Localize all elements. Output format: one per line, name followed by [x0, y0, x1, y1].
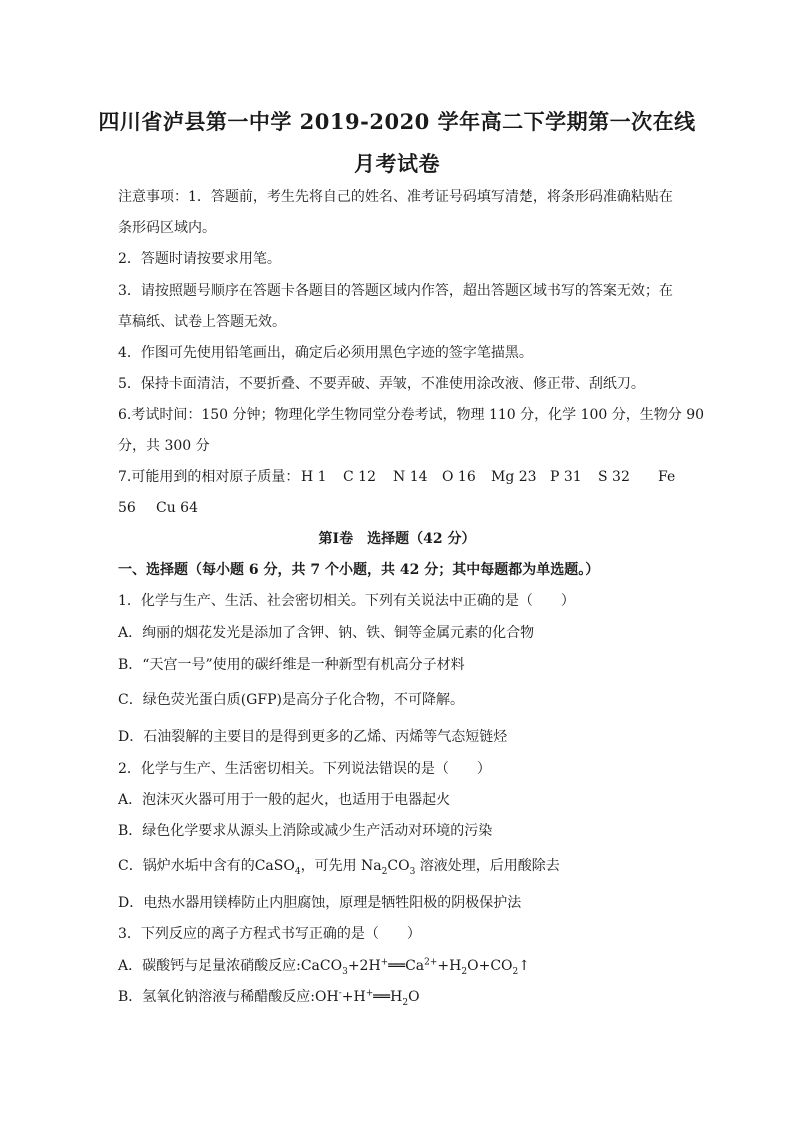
q3a-sup-2: 2+ [424, 957, 438, 968]
q3b-text-4: O [408, 989, 420, 1005]
formula-na2co3-sub2: 3 [409, 866, 416, 877]
q2c-text-1: C．锅炉水垢中含有的 [118, 858, 255, 874]
document-title-line-1: 四川省泸县第一中学 2019-2020 学年高二下学期第一次在线 [98, 109, 696, 134]
q3a-sup-1: + [380, 957, 389, 968]
section-instruction: 一、选择题（每小题 6 分，共 7 个小题，共 42 分；其中每题都为单选题。） [118, 562, 600, 578]
note-1-line-1: 注意事项：1．答题前，考生先将自己的姓名、准考证号码填写清楚，将条形码准确粘贴在 [118, 189, 673, 205]
q3b-sub-1: 2 [402, 997, 409, 1008]
atomic-mass-p: P 31 [550, 469, 582, 485]
atomic-mass-fe: Fe [658, 469, 676, 485]
question-2-option-d: D．电热水器用镁棒防止内胆腐蚀，原理是牺牲阳极的阴极保护法 [118, 895, 522, 911]
atomic-mass-fe-value: 56 [118, 500, 136, 516]
question-2-stem: 2．化学与生产、生活密切相关。下列说法错误的是（ ） [118, 761, 491, 777]
q3a-text-4: +H [437, 958, 462, 974]
atomic-mass-mg: Mg 23 [491, 469, 537, 485]
atomic-mass-h: H 1 [301, 469, 327, 485]
question-1-option-d: D．石油裂解的主要目的是得到更多的乙烯、丙烯等气态短链烃 [118, 729, 508, 745]
question-2-option-a: A．泡沫灭火器可用于一般的起火，也适用于电器起火 [118, 792, 451, 808]
question-3-option-b [118, 988, 678, 1006]
q3b-text-2: +H [341, 989, 366, 1005]
formula-caso4-sub: 4 [294, 866, 301, 877]
question-3-option-a [118, 957, 678, 975]
note-6-line-2: 分，共 300 分 [118, 438, 210, 454]
question-2-option-c [118, 857, 678, 875]
atomic-mass-label: 7.可能用到的相对原子质量： [118, 469, 300, 485]
q3b-sup-2: + [365, 988, 374, 999]
q3a-text-5: O+CO [467, 958, 513, 974]
question-1-option-c: C．绿色荧光蛋白质(GFP)是高分子化合物，不可降解。 [118, 692, 464, 708]
question-1-option-b: B．“天宫一号”使用的碳纤维是一种新型有机高分子材料 [118, 657, 465, 673]
note-3-line-2: 草稿纸、试卷上答题无效。 [118, 314, 286, 330]
document-title-line-2: 月考试卷 [354, 151, 440, 176]
note-1-line-2: 条形码区域内。 [118, 220, 216, 236]
atomic-mass-c: C 12 [343, 469, 376, 485]
q3a-text-2: +2H [347, 958, 381, 974]
formula-caso4-base: CaSO [254, 858, 295, 874]
q3b-sup-1: - [338, 988, 342, 999]
q3a-sub-2: 2 [461, 966, 468, 977]
formula-caso4 [254, 858, 301, 877]
formula-na2co3-sub1: 2 [381, 866, 388, 877]
q3a-text-6: ↑ [518, 958, 530, 974]
formula-na2co3-co: CO [387, 858, 410, 874]
q3b-text-1: B．氢氧化钠溶液与稀醋酸反应:OH [118, 989, 339, 1005]
note-5: 5．保持卡面清洁，不要折叠、不要弄破、弄皱，不准使用涂改液、修正带、刮纸刀。 [118, 376, 645, 392]
atomic-mass-s: S 32 [598, 469, 630, 485]
q3a-text-3: ══Ca [388, 958, 425, 974]
formula-na2co3 [361, 858, 416, 877]
atomic-mass-o: O 16 [442, 469, 476, 485]
section-header: 第Ⅰ卷 选择题（42 分） [318, 531, 476, 547]
q3b-text-3: ══H [373, 989, 403, 1005]
q3a-sub-3: 2 [512, 966, 519, 977]
note-7-line-2 [118, 499, 678, 517]
note-3-line-1: 3．请按照题号顺序在答题卡各题目的答题区域内作答，超出答题区域书写的答案无效；在 [118, 283, 673, 299]
note-2: 2．答题时请按要求用笔。 [118, 251, 281, 267]
q2c-text-2: ，可先用 [300, 858, 362, 874]
q3a-text-1: A．碳酸钙与足量浓硝酸反应:CaCO [118, 958, 343, 974]
question-1-stem: 1．化学与生产、生活、社会密切相关。下列有关说法中正确的是（ ） [118, 593, 575, 609]
note-4: 4．作图可先使用铅笔画出，确定后必须用黑色字迹的签字笔描黑。 [118, 345, 533, 361]
question-2-option-b: B．绿色化学要求从源头上消除或减少生产活动对环境的污染 [118, 823, 493, 839]
note-6-line-1: 6.考试时间：150 分钟；物理化学生物同堂分卷考试，物理 110 分，化学 100 分，生物分 90 [118, 407, 705, 423]
atomic-mass-n: N 14 [393, 469, 428, 485]
question-1-option-a: A．绚丽的烟花发光是添加了含钾、钠、铁、铜等金属元素的化合物 [118, 625, 535, 641]
q2c-text-3: 溶液处理，后用酸除去 [415, 858, 560, 874]
q3a-sub-1: 3 [342, 966, 348, 977]
note-7-line-1 [118, 468, 678, 486]
atomic-mass-cu: Cu 64 [156, 500, 198, 516]
formula-na2co3-na: Na [361, 858, 382, 874]
question-3-stem: 3．下列反应的离子方程式书写正确的是（ ） [118, 926, 421, 942]
